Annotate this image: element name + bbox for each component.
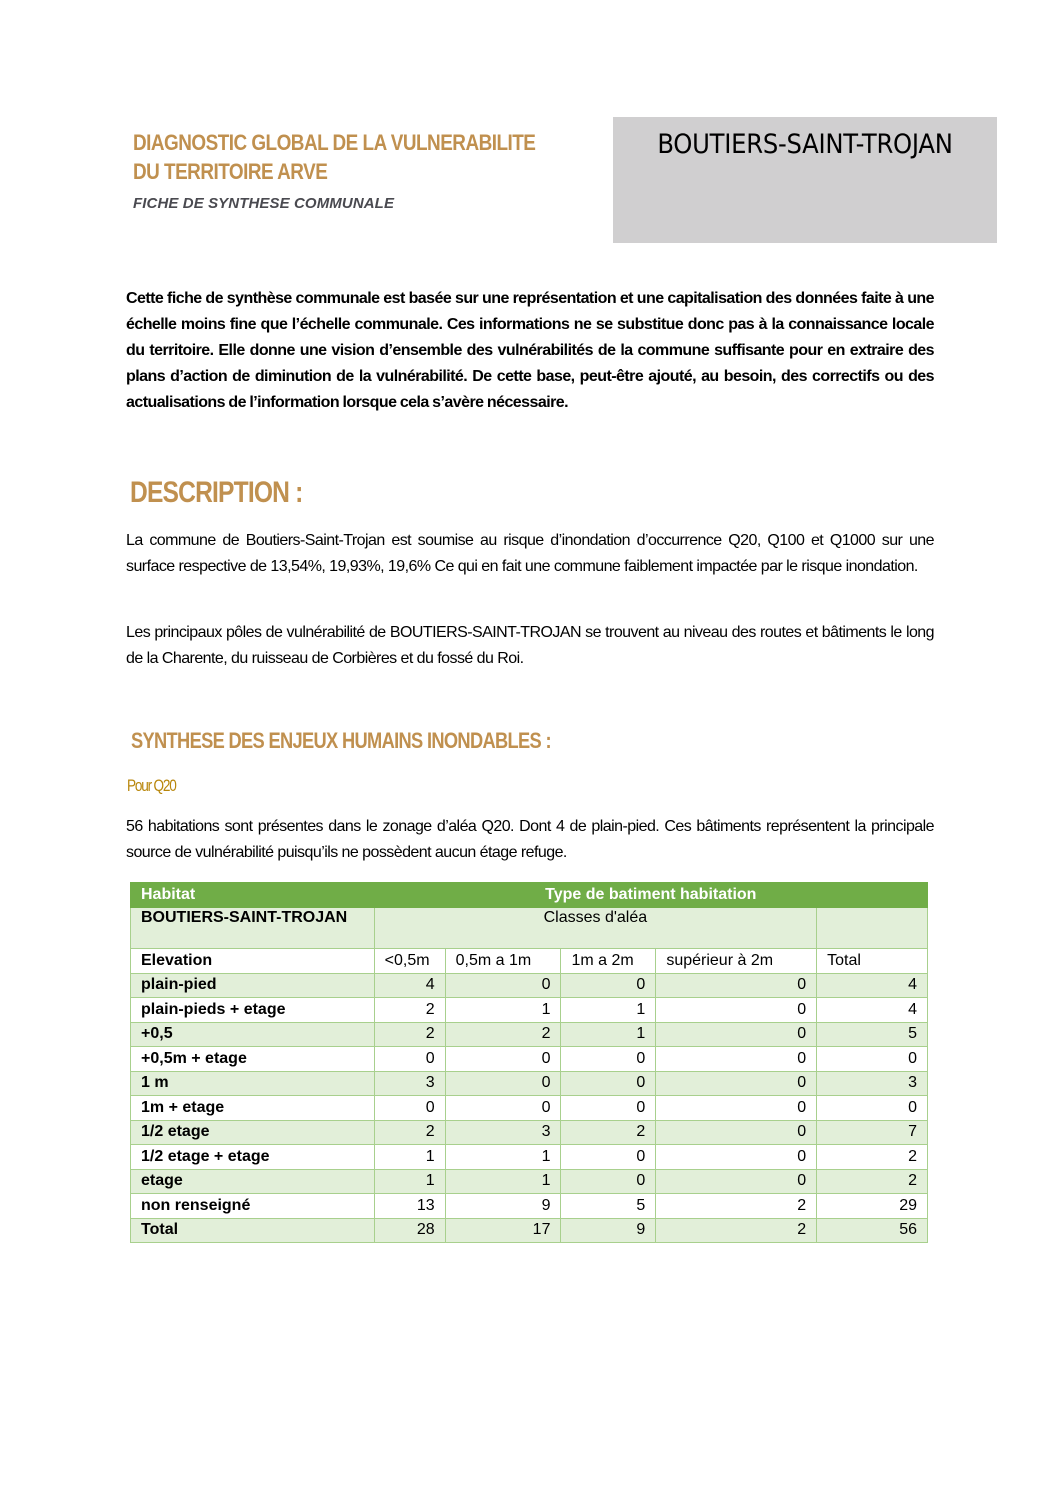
cell-value: 0	[656, 998, 817, 1023]
commune-name: BOUTIERS-SAINT-TROJAN	[657, 129, 953, 160]
cell-value: 2	[374, 1120, 445, 1145]
main-title-line1: DIAGNOSTIC GLOBAL DE LA VULNERABILITE	[133, 130, 536, 155]
cell-value: 13	[374, 1194, 445, 1219]
cell-value: 3	[374, 1071, 445, 1096]
main-title-line2: DU TERRITOIRE ARVE	[133, 159, 328, 184]
table-row	[131, 1194, 928, 1219]
cell-value: 7	[817, 1120, 928, 1145]
cell-value: 0	[374, 1096, 445, 1121]
cell-value: 0	[656, 1169, 817, 1194]
cell-value: 1	[445, 1169, 561, 1194]
row-label: 1/2 etage + etage	[131, 1145, 375, 1170]
classes-label: Classes d'aléa	[374, 908, 816, 949]
elevation-label: Elevation	[131, 949, 375, 974]
cell-value: 29	[817, 1194, 928, 1219]
description-paragraph-1	[126, 528, 934, 580]
cell-value: 2	[445, 1022, 561, 1047]
cell-value: 3	[817, 1071, 928, 1096]
cell-value: 0	[656, 973, 817, 998]
cell-value: 0	[656, 1022, 817, 1047]
commune-label: BOUTIERS-SAINT-TROJAN	[131, 908, 375, 949]
description-heading: DESCRIPTION :	[130, 476, 303, 509]
row-label: non renseigné	[131, 1194, 375, 1219]
cell-value: 0	[561, 1047, 656, 1072]
commune-name-box	[613, 117, 997, 243]
classes-empty-cell	[817, 908, 928, 949]
table-header-row	[131, 883, 928, 908]
cell-value: 5	[817, 1022, 928, 1047]
cell-value: 4	[817, 998, 928, 1023]
intro-text: Cette fiche de synthèse communale est basée sur une représentation et une capitalisation des données faite à une échelle moins fine que l’échelle communale. Ces informations ne se substitue donc pas à la connaissance locale du territoire. Elle donne une vision d’ensemble des vulnérabilités de la commune suffisante pour en extraire des plans d’action de diminution de la vulnérabilité. De cette base, peut-être ajouté, au besoin, des correctifs ou des actualisations de l’information lorsque cela s’avère nécessaire.	[126, 290, 934, 411]
cell-value: 0	[561, 1096, 656, 1121]
synthese-text: 56 habitations sont présentes dans le zonage d’aléa Q20. Dont 4 de plain-pied. Ces bâtiments représentent la principale source de vulnérabilité puisqu’ils ne possèdent aucun étage refuge.	[126, 818, 934, 861]
row-label: Total	[131, 1218, 375, 1243]
header-building-type: Type de batiment habitation	[374, 883, 927, 908]
cell-value: 56	[817, 1218, 928, 1243]
table-row	[131, 1047, 928, 1072]
cell-value: 17	[445, 1218, 561, 1243]
cell-value: 0	[817, 1047, 928, 1072]
row-label: 1/2 etage	[131, 1120, 375, 1145]
column-header: <0,5m	[374, 949, 445, 974]
cell-value: 2	[374, 1022, 445, 1047]
cell-value: 5	[561, 1194, 656, 1219]
cell-value: 9	[561, 1218, 656, 1243]
column-header: supérieur à 2m	[656, 949, 817, 974]
header-habitat: Habitat	[131, 883, 375, 908]
cell-value: 1	[374, 1145, 445, 1170]
column-header: Total	[817, 949, 928, 974]
table-row	[131, 1145, 928, 1170]
table-row	[131, 1022, 928, 1047]
cell-value: 0	[656, 1071, 817, 1096]
cell-value: 4	[374, 973, 445, 998]
document-title-block	[133, 128, 603, 212]
description-text-2: Les principaux pôles de vulnérabilité de BOUTIERS-SAINT-TROJAN se trouvent au niveau des routes et bâtiments le long de la Charente, du ruisseau de Corbières et du fossé du Roi.	[126, 624, 934, 667]
synthese-paragraph	[126, 814, 934, 866]
cell-value: 2	[656, 1194, 817, 1219]
column-header: 0,5m a 1m	[445, 949, 561, 974]
cell-value: 0	[656, 1145, 817, 1170]
cell-value: 1	[561, 1022, 656, 1047]
document-subtitle: FICHE DE SYNTHESE COMMUNALE	[133, 195, 395, 212]
cell-value: 2	[817, 1169, 928, 1194]
cell-value: 0	[561, 1169, 656, 1194]
cell-value: 9	[445, 1194, 561, 1219]
cell-value: 1	[445, 1145, 561, 1170]
cell-value: 0	[656, 1120, 817, 1145]
cell-value: 0	[445, 1071, 561, 1096]
cell-value: 1	[374, 1169, 445, 1194]
cell-value: 0	[561, 1071, 656, 1096]
column-header: 1m a 2m	[561, 949, 656, 974]
table-row	[131, 973, 928, 998]
cell-value: 0	[445, 1047, 561, 1072]
cell-value: 0	[445, 1096, 561, 1121]
cell-value: 2	[656, 1218, 817, 1243]
table-classes-row	[131, 908, 928, 949]
cell-value: 0	[561, 973, 656, 998]
table-row	[131, 1096, 928, 1121]
cell-value: 4	[817, 973, 928, 998]
table-row	[131, 1218, 928, 1243]
synthese-heading: SYNTHESE DES ENJEUX HUMAINS INONDABLES :	[131, 728, 551, 753]
cell-value: 0	[656, 1047, 817, 1072]
intro-paragraph	[126, 286, 934, 416]
cell-value: 0	[817, 1096, 928, 1121]
q20-subheading: Pour Q20	[127, 776, 176, 795]
row-label: 1 m	[131, 1071, 375, 1096]
table-row	[131, 1071, 928, 1096]
cell-value: 1	[561, 998, 656, 1023]
cell-value: 2	[374, 998, 445, 1023]
cell-value: 1	[445, 998, 561, 1023]
cell-value: 2	[817, 1145, 928, 1170]
row-label: +0,5	[131, 1022, 375, 1047]
row-label: plain-pieds + etage	[131, 998, 375, 1023]
table-row	[131, 1120, 928, 1145]
cell-value: 0	[656, 1096, 817, 1121]
row-label: etage	[131, 1169, 375, 1194]
habitat-table	[130, 882, 928, 1243]
table-row	[131, 998, 928, 1023]
cell-value: 28	[374, 1218, 445, 1243]
table-row	[131, 1169, 928, 1194]
row-label: plain-pied	[131, 973, 375, 998]
description-text-1: La commune de Boutiers-Saint-Trojan est soumise au risque d’inondation d’occurrence Q20, Q100 et Q1000 sur une surface respective de 13,54%, 19,93%, 19,6% Ce qui en fait une commune faiblement impactée par le risque inondation.	[126, 532, 934, 575]
cell-value: 0	[445, 973, 561, 998]
description-paragraph-2	[126, 620, 934, 672]
cell-value: 0	[374, 1047, 445, 1072]
row-label: +0,5m + etage	[131, 1047, 375, 1072]
row-label: 1m + etage	[131, 1096, 375, 1121]
table-column-header-row	[131, 949, 928, 974]
cell-value: 2	[561, 1120, 656, 1145]
cell-value: 3	[445, 1120, 561, 1145]
cell-value: 0	[561, 1145, 656, 1170]
